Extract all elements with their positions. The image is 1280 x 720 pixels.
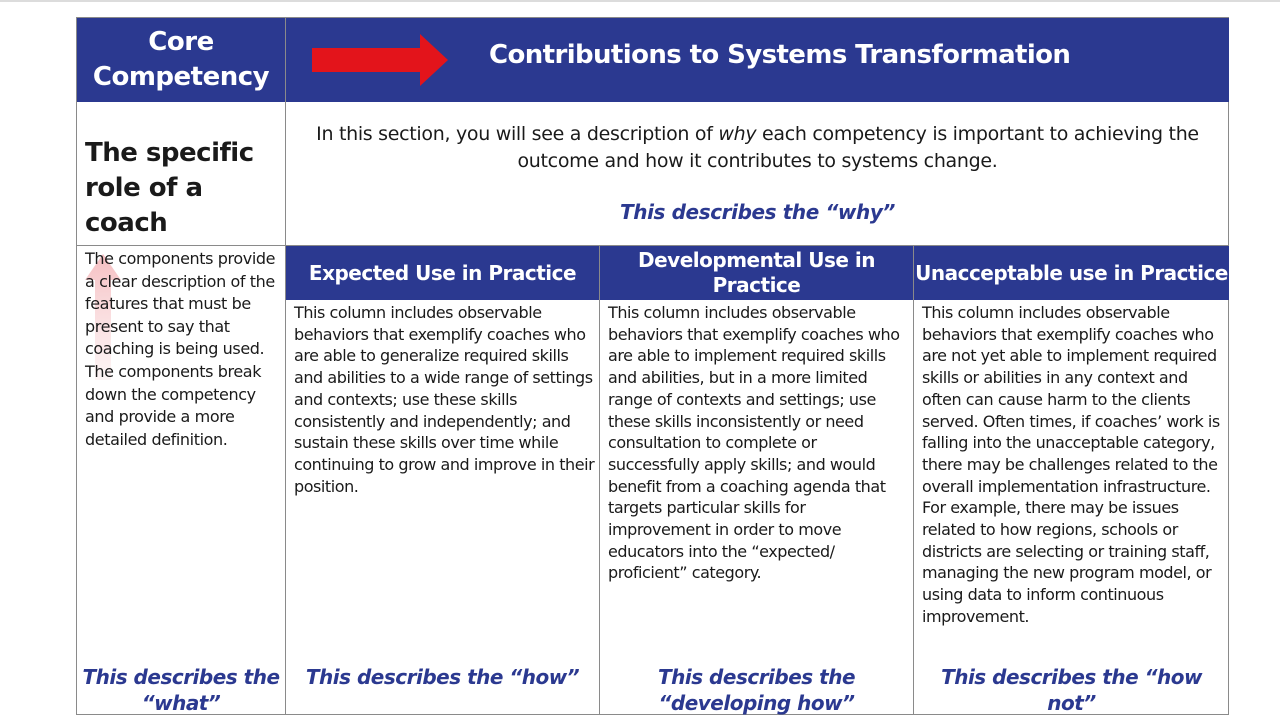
describes-developing-how: This describes the “developing how”: [657, 665, 856, 715]
header-contributions: [286, 18, 1229, 102]
unacceptable-title: Unacceptable use in Practice: [915, 260, 1228, 285]
unacceptable-text: This column includes observable behaviors that exemplify coaches who are not yet able to implement required skills or abilities in any context and often can cause harm to the clients served. Often times, if coaches’ work is falling into the unacceptable category, there may be challenges related to the overall implementation infrastructure. For example, there may be issues related to how regions, schools or districts are selecting or training staff, managing the new program model, or using data to inform continuous improvement.: [922, 303, 1220, 626]
role-heading: The specific role of a coach: [85, 138, 254, 238]
role-cell: [77, 102, 286, 246]
description-emphasis: why: [718, 123, 757, 145]
core-competency-title: Core Competency: [92, 27, 270, 92]
developmental-cell: [600, 300, 914, 715]
contributions-title: Contributions to Systems Transformation: [489, 40, 1071, 70]
developmental-text: This column includes observable behaviors that exemplify coaches who are able to implement required skills and abilities, but in a more limited range of contexts and settings; use these skills inconsistently or need consultation to complete or successfully apply skills; and would benefit from a coaching agenda that targets particular skills for improvement in order to move educators into the “expected/ proficient” category.: [608, 303, 900, 583]
components-cell: [77, 246, 286, 715]
why-cell: [286, 102, 1229, 246]
description-text-end: each competency is important to achieving the outcome and how it contributes to systems change.: [517, 123, 1199, 172]
describes-what: This describes the “what”: [82, 665, 280, 715]
top-divider: [0, 0, 1280, 2]
describes-why: This describes the “why”: [620, 200, 895, 224]
expected-header: [286, 246, 600, 300]
section-description: [296, 121, 1219, 175]
components-text: The components provide a clear description of the features that must be present to say that coaching is being used. The components break down the competency and provide a more detailed definition.: [85, 249, 276, 449]
expected-title: Expected Use in Practice: [308, 260, 577, 285]
header-core-competency: [77, 18, 286, 102]
describes-how: This describes the “how”: [305, 665, 580, 689]
expected-cell: [286, 300, 600, 715]
competency-table: [76, 17, 1229, 715]
expected-text: This column includes observable behaviors that exemplify coaches who are able to generalize required skills and abilities to a wide range of settings and contexts; use these skills consistently and independently; and sustain these skills over time while continuing to grow and improve in their position.: [294, 303, 595, 496]
right-arrow-icon: [308, 34, 448, 86]
unacceptable-cell: [914, 300, 1229, 715]
developmental-header: [600, 246, 914, 300]
describes-how-not: This describes the “how not”: [941, 665, 1202, 715]
unacceptable-header: [914, 246, 1229, 300]
developmental-title: Developmental Use in Practice: [638, 248, 875, 297]
description-text: In this section, you will see a description of: [316, 123, 719, 145]
